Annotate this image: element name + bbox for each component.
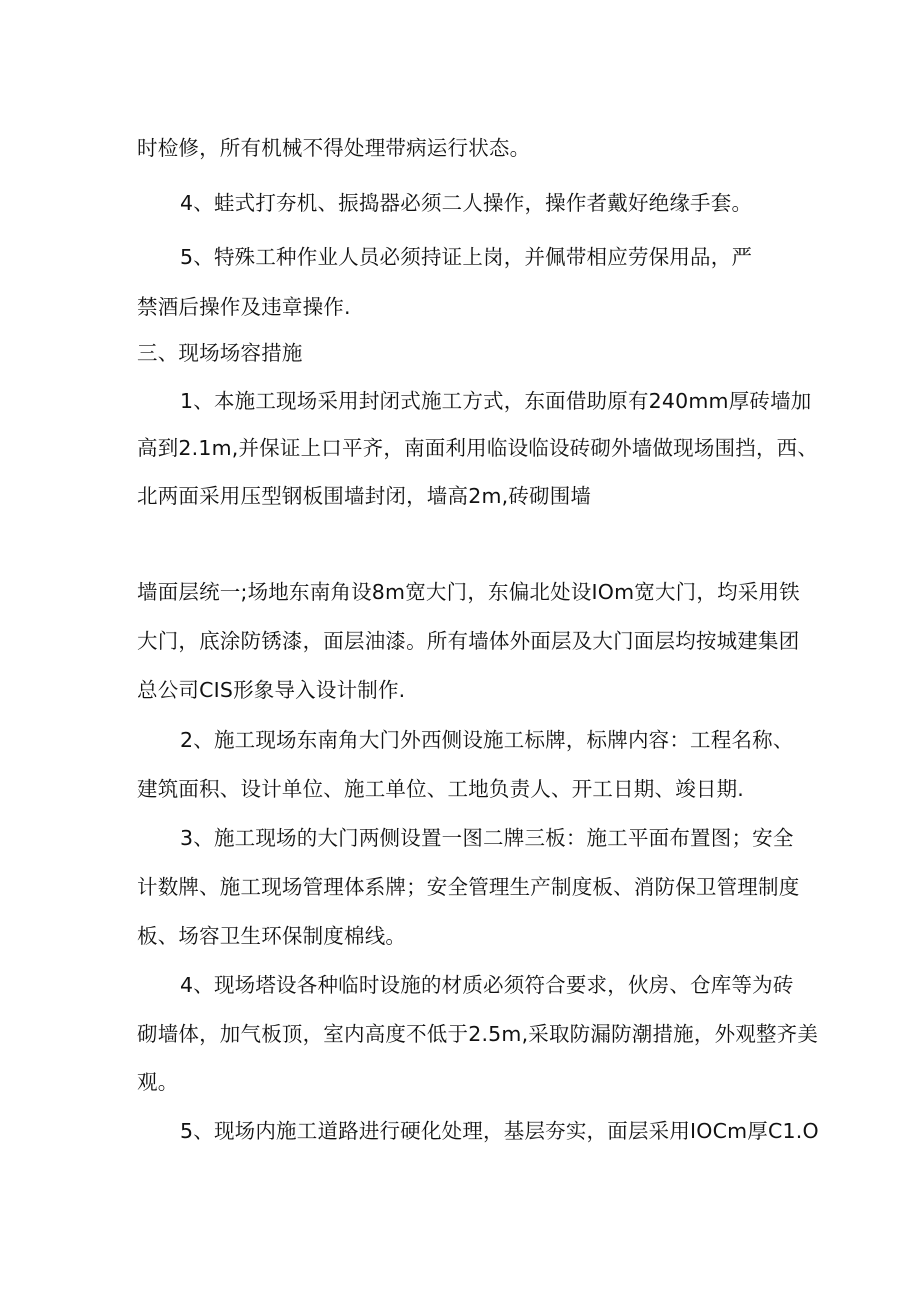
text-line: 2、施工现场东南角大门外西侧设施工标牌，标牌内容：工程名称、 [180,728,794,752]
text-line: 3、施工现场的大门两侧设置一图二牌三板：施工平面布置图；安全 [180,826,794,850]
text-line: 总公司CIS形象导入设计制作. [137,678,406,702]
text-line: 计数牌、施工现场管理体系牌；安全管理生产制度板、消防保卫管理制度 [137,875,800,899]
text-line: 4、现场塔设各种临时设施的材质必须符合要求，伙房、仓库等为砖 [180,973,794,997]
text-line: 观。 [137,1070,179,1094]
text-line: 5、现场内施工道路进行硬化处理，基层夯实，面层采用IOCm厚C1.O [180,1119,819,1143]
text-line: 建筑面积、设计单位、施工单位、工地负责人、开工日期、竣日期. [137,777,745,801]
text-line: 板、场容卫生环保制度棉线。 [137,924,407,948]
text-line: 北两面采用压型钢板围墙封闭，墙高2m,砖砌围墙 [137,484,592,508]
text-line: 5、特殊工种作业人员必须持证上岗，并佩带相应劳保用品，严 [180,245,753,269]
text-line: 禁酒后操作及违章操作. [137,295,351,319]
text-line: 大门，底涂防锈漆，面层油漆。所有墙体外面层及大门面层均按城建集团 [137,629,800,653]
text-line: 墙面层统一;场地东南角设8m宽大门，东偏北处设IOm宽大门，均采用铁 [137,580,800,604]
text-line: 时检修，所有机械不得处理带病运行状态。 [137,136,531,160]
section-heading: 三、现场场容措施 [137,341,303,365]
text-line: 高到2.1m,并保证上口平齐，南面利用临设临设砖砌外墙做现场围挡，西、 [137,436,819,460]
text-line: 1、本施工现场采用封闭式施工方式，东面借助原有240mm厚砖墙加 [180,389,812,413]
text-line: 砌墙体，加气板顶，室内高度不低于2.5m,采取防漏防潮措施，外观整齐美 [137,1022,819,1046]
text-line: 4、蛙式打夯机、振捣器必须二人操作，操作者戴好绝缘手套。 [180,191,753,215]
